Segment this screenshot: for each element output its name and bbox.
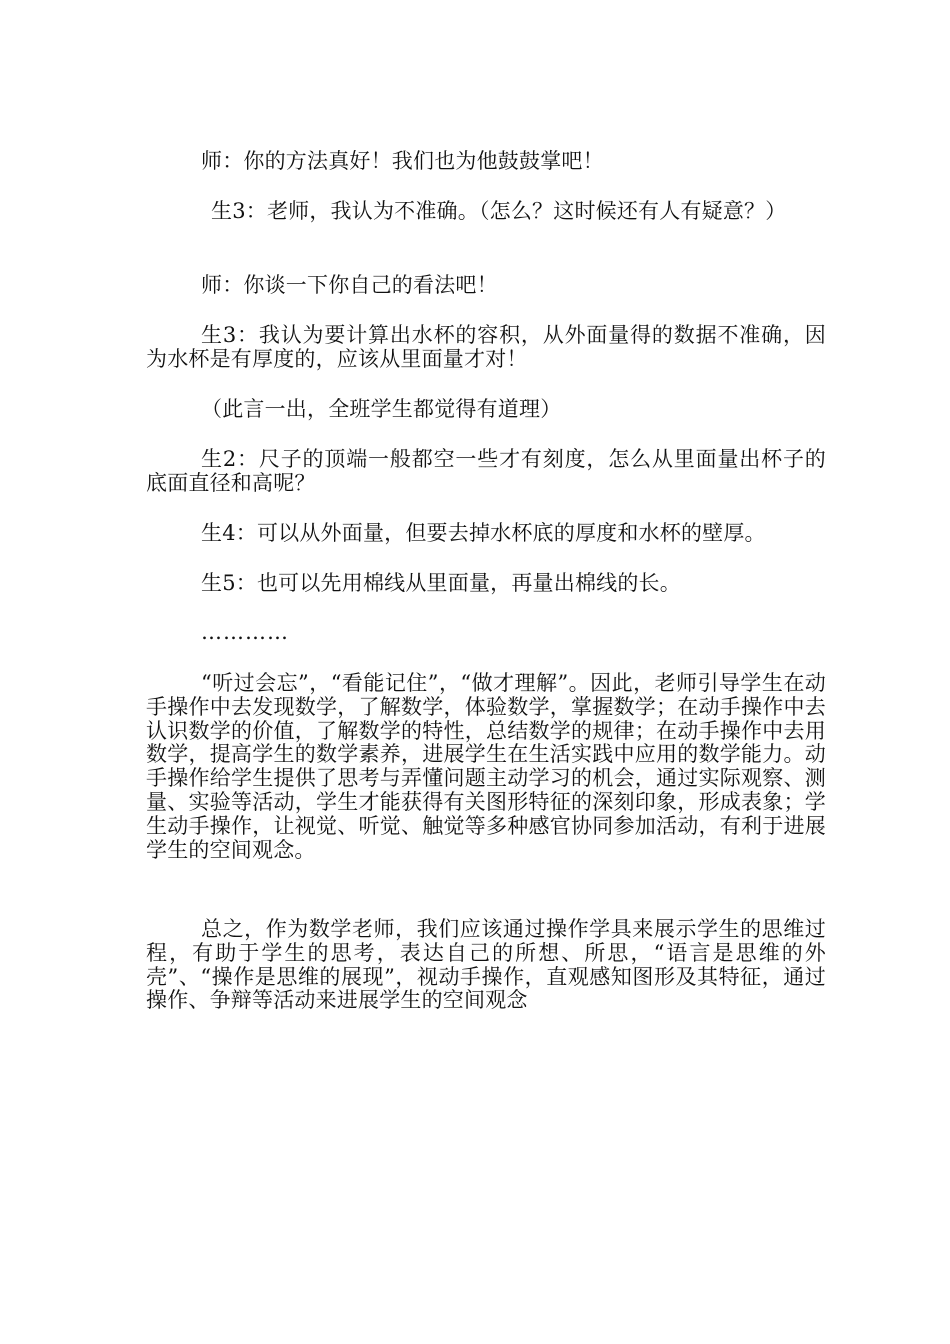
paragraph-conclusion: 总之，作为数学老师，我们应该通过操作学具来展示学生的思维过程，有助于学生的思考，表达自己的所想、所思，“语言是思维的外壳”、“操作是思维的展现”，视动手操作，直观感知图形及其特征，通过操作、争辩等活动来进展学生的空间观念 <box>146 917 826 1013</box>
paragraph-student2: 生2：尺子的顶端一般都空一些才有刻度，怎么从里面量出杯子的底面直径和高呢？ <box>146 447 826 495</box>
paragraph-student5: 生5：也可以先用棉线从里面量，再量出棉线的长。 <box>201 571 681 595</box>
paragraph-student4: 生4：可以从外面量，但要去掉水杯底的厚度和水杯的壁厚。 <box>201 521 766 545</box>
paragraph-teacher-praise: 师：你的方法真好！我们也为他鼓鼓掌吧！ <box>201 149 604 173</box>
paragraph-student3-reason: 生3：我认为要计算出水杯的容积，从外面量得的数据不准确，因为水杯是有厚度的，应该从里面量才对！ <box>146 323 826 371</box>
ellipsis-line: ………… <box>201 620 289 644</box>
paragraph-student3-doubt: 生3：老师，我认为不准确。（怎么？这时候还有人有疑意？） <box>211 199 787 223</box>
paragraph-class-reaction: （此言一出，全班学生都觉得有道理） <box>201 397 562 421</box>
paragraph-teacher-ask: 师：你谈一下你自己的看法吧！ <box>201 273 498 297</box>
paragraph-hands-on-summary: “听过会忘”，“看能记住”，“做才理解”。因此，老师引导学生在动手操作中去发现数学，了解数学，体验数学，掌握数学；在动手操作中去认识数学的价值，了解数学的特性，总结数学的规律；在动手操作中去用数学，提高学生的数学素养，进展学生在生活实践中应用的数学能力。动手操作给学生提供了思考与弄懂问题主动学习的机会，通过实际观察、测量、实验等活动，学生才能获得有关图形特征的深刻印象，形成表象；学生动手操作，让视觉、听觉、触觉等多种感官协同参加活动，有利于进展学生的空间观念。 <box>146 671 826 862</box>
